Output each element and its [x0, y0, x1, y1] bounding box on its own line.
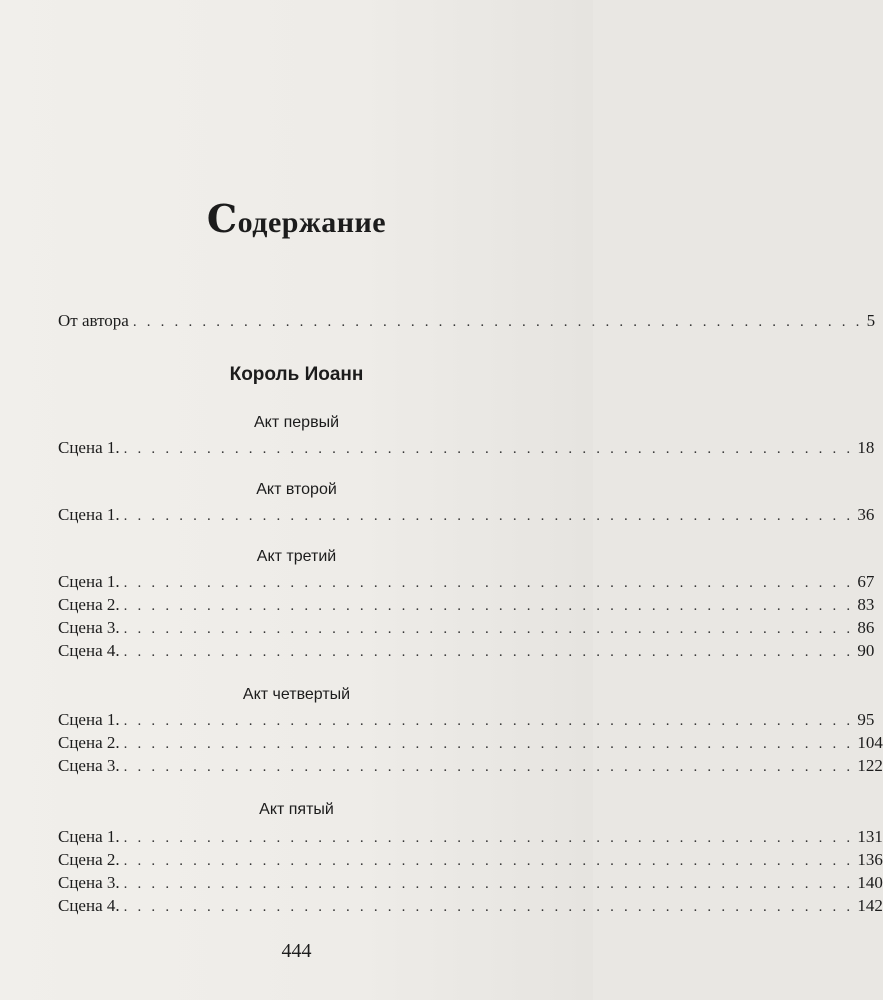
toc-entry-label: Сцена 4.: [58, 641, 120, 660]
toc-entry-label: Сцена 1.: [58, 710, 120, 729]
toc-entry: [58, 504, 875, 526]
toc-entry-label: Сцена 3.: [58, 873, 120, 892]
toc-entry: [58, 895, 883, 917]
toc-entry: [58, 755, 883, 777]
toc-entry: [58, 571, 875, 593]
title-drop-letter: С: [206, 196, 238, 241]
toc-entry-label: Сцена 1.: [58, 827, 120, 846]
toc-entry-page: 5: [866, 311, 876, 330]
act-title: Акт второй: [256, 481, 337, 498]
leader-dots: . . . . . . . . . . . . . . . . . . . . . . . . . . . . . . . . . . . . . . . . . . . . . . . . . . . . .: [123, 644, 854, 660]
toc-entry-label: Сцена 1.: [58, 572, 120, 591]
act-title: Акт четвертый: [242, 686, 351, 703]
leader-dots: . . . . . . . . . . . . . . . . . . . . . . . . . . . . . . . . . . . . . . . . . . . . . . . . . . . . .: [123, 899, 854, 915]
leader-dots: . . . . . . . . . . . . . . . . . . . . . . . . . . . . . . . . . . . . . . . . . . . . . . . . . . . . .: [123, 736, 854, 752]
toc-entry-page: 104: [857, 733, 883, 752]
toc-entry: [58, 826, 883, 848]
toc-entry-page: 83: [857, 595, 875, 614]
toc-entry: [58, 849, 883, 871]
act-title: Акт пятый: [259, 801, 334, 818]
page-title: [0, 196, 593, 241]
toc-entry: [58, 437, 875, 459]
leader-dots: . . . . . . . . . . . . . . . . . . . . . . . . . . . . . . . . . . . . . . . . . . . . . . . . . . . . .: [123, 441, 854, 457]
toc-entry-page: 67: [857, 572, 875, 591]
toc-entry-page: 131: [857, 827, 883, 846]
toc-entry-label: Сцена 1.: [58, 438, 120, 457]
toc-entry-label: Сцена 3.: [58, 756, 120, 775]
toc-entry: [58, 709, 875, 731]
toc-entry-label: Сцена 2.: [58, 733, 120, 752]
toc-entry-label: Сцена 3.: [58, 618, 120, 637]
leader-dots: . . . . . . . . . . . . . . . . . . . . . . . . . . . . . . . . . . . . . . . . . . . . . . . . . . . . .: [123, 876, 854, 892]
leader-dots: . . . . . . . . . . . . . . . . . . . . . . . . . . . . . . . . . . . . . . . . . . . . . . . . . . . . .: [123, 621, 854, 637]
leader-dots: . . . . . . . . . . . . . . . . . . . . . . . . . . . . . . . . . . . . . . . . . . . . . . . . . . . . .: [123, 575, 854, 591]
toc-entry: [58, 640, 875, 662]
toc-entry-page: 140: [857, 873, 883, 892]
leader-dots: . . . . . . . . . . . . . . . . . . . . . . . . . . . . . . . . . . . . . . . . . . . . . . . . . . . . .: [123, 713, 854, 729]
section-title: Король Иоанн: [229, 364, 364, 385]
leader-dots: . . . . . . . . . . . . . . . . . . . . . . . . . . . . . . . . . . . . . . . . . . . . . . . . . . . . .: [123, 853, 854, 869]
toc-entry-label: Сцена 1.: [58, 505, 120, 524]
page-number: 444: [281, 940, 312, 962]
toc-entry: [58, 617, 875, 639]
toc-entry-label: Сцена 4.: [58, 896, 120, 915]
toc-entry-label: Сцена 2.: [58, 850, 120, 869]
toc-entry-label: От автора: [58, 311, 129, 330]
title-rest: одержание: [237, 206, 387, 239]
toc-entry-page: 142: [857, 896, 883, 915]
toc-entry-page: 18: [857, 438, 875, 457]
toc-entry-label: Сцена 2.: [58, 595, 120, 614]
act-title: Акт первый: [253, 414, 340, 431]
toc-entry-page: 86: [857, 618, 875, 637]
toc-entry-intro: [58, 310, 876, 332]
leader-dots: . . . . . . . . . . . . . . . . . . . . . . . . . . . . . . . . . . . . . . . . . . . . . . . . . . . . .: [123, 598, 854, 614]
leader-dots: . . . . . . . . . . . . . . . . . . . . . . . . . . . . . . . . . . . . . . . . . . . . . . . . . . . . .: [123, 759, 854, 775]
toc-entry-page: 122: [857, 756, 883, 775]
leader-dots: . . . . . . . . . . . . . . . . . . . . . . . . . . . . . . . . . . . . . . . . . . . . . . . . . . . . .: [132, 314, 863, 330]
toc-entry-page: 136: [857, 850, 883, 869]
toc-entry: [58, 594, 875, 616]
toc-entry: [58, 732, 883, 754]
leader-dots: . . . . . . . . . . . . . . . . . . . . . . . . . . . . . . . . . . . . . . . . . . . . . . . . . . . . .: [123, 830, 854, 846]
toc-entry: [58, 872, 883, 894]
act-title: Акт третий: [256, 548, 337, 565]
toc-entry-page: 36: [857, 505, 875, 524]
toc-entry-page: 95: [857, 710, 875, 729]
leader-dots: . . . . . . . . . . . . . . . . . . . . . . . . . . . . . . . . . . . . . . . . . . . . . . . . . . . . .: [123, 508, 854, 524]
toc-entry-page: 90: [857, 641, 875, 660]
